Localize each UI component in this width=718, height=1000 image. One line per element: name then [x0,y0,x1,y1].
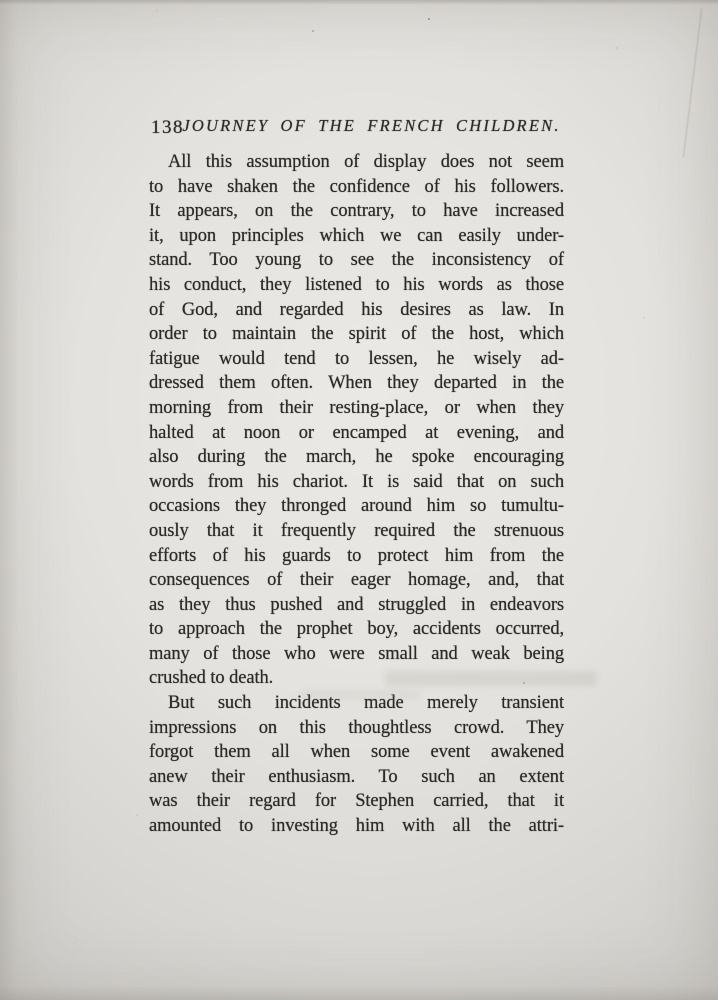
text-line: All this assumption of display does not seem [168,152,564,172]
paragraph [149,691,564,839]
text-line: stand. Too young to see the inconsistency of [149,250,564,271]
text-line: fatigue would tend to lessen, he wisely ad- [149,348,564,369]
page-number: 138 [151,117,184,138]
text-line: order to maintain the spirit of the host, which [149,324,564,345]
text-line: many of those who were small and weak being [149,643,564,664]
text-line: efforts of his guards to protect him from the [149,545,564,566]
running-title: JOURNEY OF THE FRENCH CHILDREN. [182,116,561,135]
text-line: impressions on this thoughtless crowd. They [149,717,564,738]
scratch-mark [683,8,702,157]
text-line: his conduct, they listened to his words as those [149,274,564,295]
text-line: amounted to investing him with all the attri- [149,816,564,837]
text-line: forgot them all when some event awakened [149,742,564,763]
text-line: to have shaken the confidence of his followers. [149,176,564,197]
text-line: halted at noon or encamped at evening, and [149,422,564,443]
text-line: it, upon principles which we can easily under- [149,225,564,246]
text-line: also during the march, he spoke encouraging [149,447,564,468]
text-line: occasions they thronged around him so tumultu- [149,496,564,517]
text-line: consequences of their eager homage, and, that [149,570,564,591]
text-line: as they thus pushed and struggled in endeavors [149,594,564,615]
text-line: morning from their resting-place, or when they [149,397,564,418]
text-line: was their regard for Stephen carried, that it [149,791,564,812]
text-line: But such incidents made merely transient [168,693,564,714]
text-line: It appears, on the contrary, to have increased [149,201,564,222]
paragraph [149,150,564,691]
text-line: to approach the prophet boy, accidents occurred, [149,619,564,640]
text-line: of God, and regarded his desires as law. In [149,299,564,320]
text-line: dressed them often. When they departed in the [149,373,564,394]
text-line: words from his chariot. It is said that on such [149,471,564,492]
dust-specks [0,0,2,2]
page-header [149,116,564,140]
text-line: ously that it frequently required the strenuous [149,520,564,541]
text-line: anew their enthusiasm. To such an extent [149,766,564,787]
text-block [149,150,564,839]
text-line: crushed to death. [149,668,274,689]
